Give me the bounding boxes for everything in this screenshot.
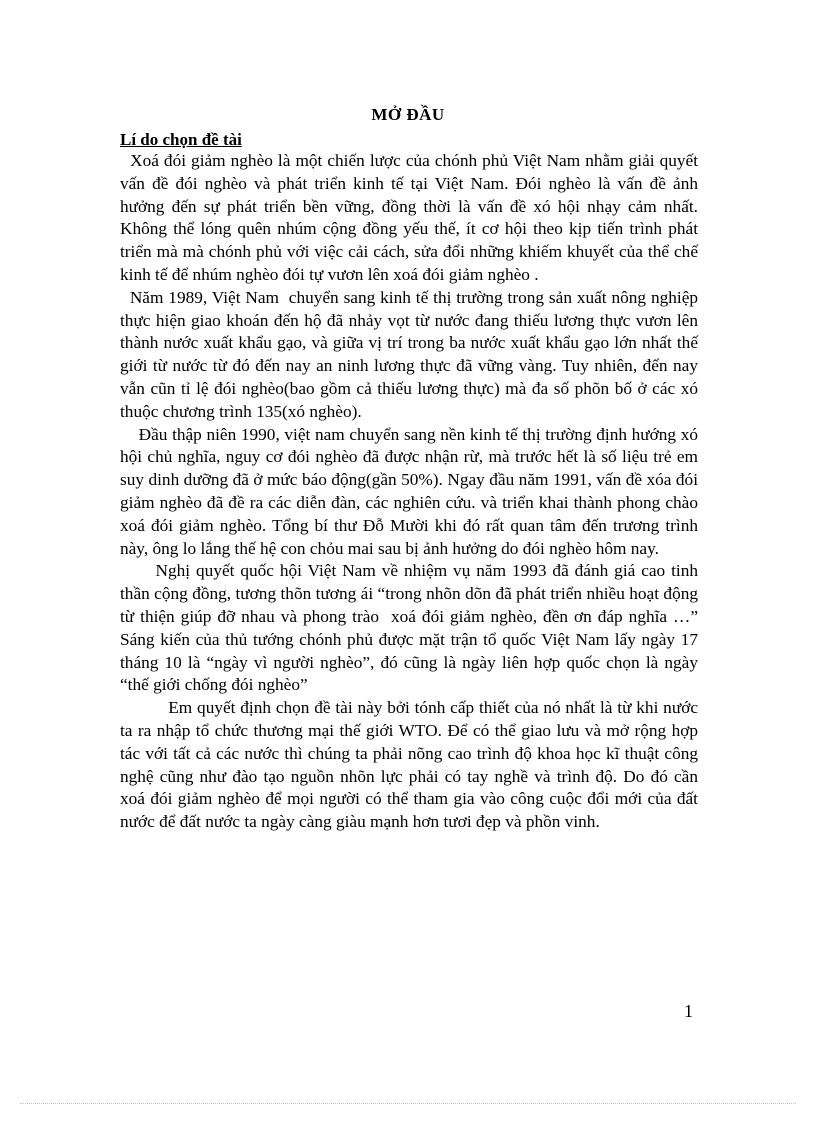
page-title: MỞ ĐẦU bbox=[371, 105, 445, 124]
section-heading: Lí do chọn đề tài bbox=[120, 130, 242, 149]
paragraph-5: Em quyết định chọn đề tài này bởi tónh cấp thiết của nó nhất là từ khi nước ta ra nhập tổ chức thương mại thế giới WTO. Để có thể giao lưu và mở rộng hợp tác với tất cả các nước thì chúng ta phải nõng cao trình độ khoa học kĩ thuật công nghệ cũng như đào tạo nguồn nhõn lực phải có tay nghề và trình độ. Do đó cần xoá đói giảm nghèo để mọi người có thể tham gia vào công cuộc đổi mới của đất nước để đất nước ta ngày càng giàu mạnh hơn tươi đẹp và phồn vinh. bbox=[120, 698, 707, 832]
page-number: 1 bbox=[684, 1001, 693, 1021]
body-text bbox=[120, 150, 707, 834]
paragraph-1: Xoá đói giảm nghèo là một chiến lược của chónh phủ Việt Nam nhằm giải quyết vấn đề đói nghèo và phát triển kinh tế tại Việt Nam. Đói nghèo là vấn đề ảnh hưởng đến sự phát triển bền vững, đồng thời là vấn đề xó hội nhạy cảm nhất. Không thể lóng quên nhúm cộng đồng yếu thế, ít cơ hội theo kịp tiến trình phát triển mà mà chónh phủ với việc cải cách, sửa đổi những khiếm khuyết của thể chế kinh tế để nhúm nghèo đói tự vươn lên xoá đói giảm nghèo . bbox=[120, 151, 703, 284]
footer-divider bbox=[20, 1103, 796, 1104]
paragraph-2: Năm 1989, Việt Nam chuyển sang kinh tế thị trường trong sản xuất nông nghiệp thực hiện giao khoán đến hộ đã nhảy vọt từ nước đang thiếu lương thực vươn lên thành nước xuất khẩu gạo, và giữa vị trí trong ba nước xuất khẩu gạo lớn nhất thế giới từ nước từ đó đến nay an ninh lương thực đã vững vàng. Tuy nhiên, đến nay vẫn cũn tỉ lệ đói nghèo(bao gồm cả thiếu lương thực) mà đa số phõn bố ở các xó thuộc chương trình 135(xó nghèo). bbox=[120, 287, 703, 421]
paragraph-4: Nghị quyết quốc hội Việt Nam về nhiệm vụ năm 1993 đã đánh giá cao tinh thần cộng đồng, tương thõn tương ái “trong nhõn dõn đã phát triển nhiều hoạt động từ thiện giúp đỡ nhau và phong trào xoá đói giảm nghèo, đền ơn đáp nghĩa …” Sáng kiến của thủ tướng chónh phủ được mặt trận tổ quốc Việt Nam lấy ngày 17 tháng 10 là “ngày vì người nghèo”, đó cũng là ngày liên hợp quốc chọn là ngày “thế giới chống đói nghèo” bbox=[120, 561, 703, 695]
paragraph-3: Đầu thập niên 1990, việt nam chuyển sang nền kinh tế thị trường định hướng xó hội chủ nghĩa, nguy cơ đói nghèo đã được nhận rừ, mà trước hết là số liệu trẻ em suy dinh dưỡng đã ở mức báo động(gần 50%). Ngay đầu năm 1991, vấn đề xóa đói giảm nghèo đã đề ra các diễn đàn, các nghiên cứu. và triển khai thành phong chào xoá đói giảm nghèo. Tổng bí thư Đỗ Mười khi đó rất quan tâm đến trương trình này, ông lo lắng thế hệ con chỏu mai sau bị ảnh hưởng do đói nghèo hôm nay. bbox=[120, 424, 703, 558]
